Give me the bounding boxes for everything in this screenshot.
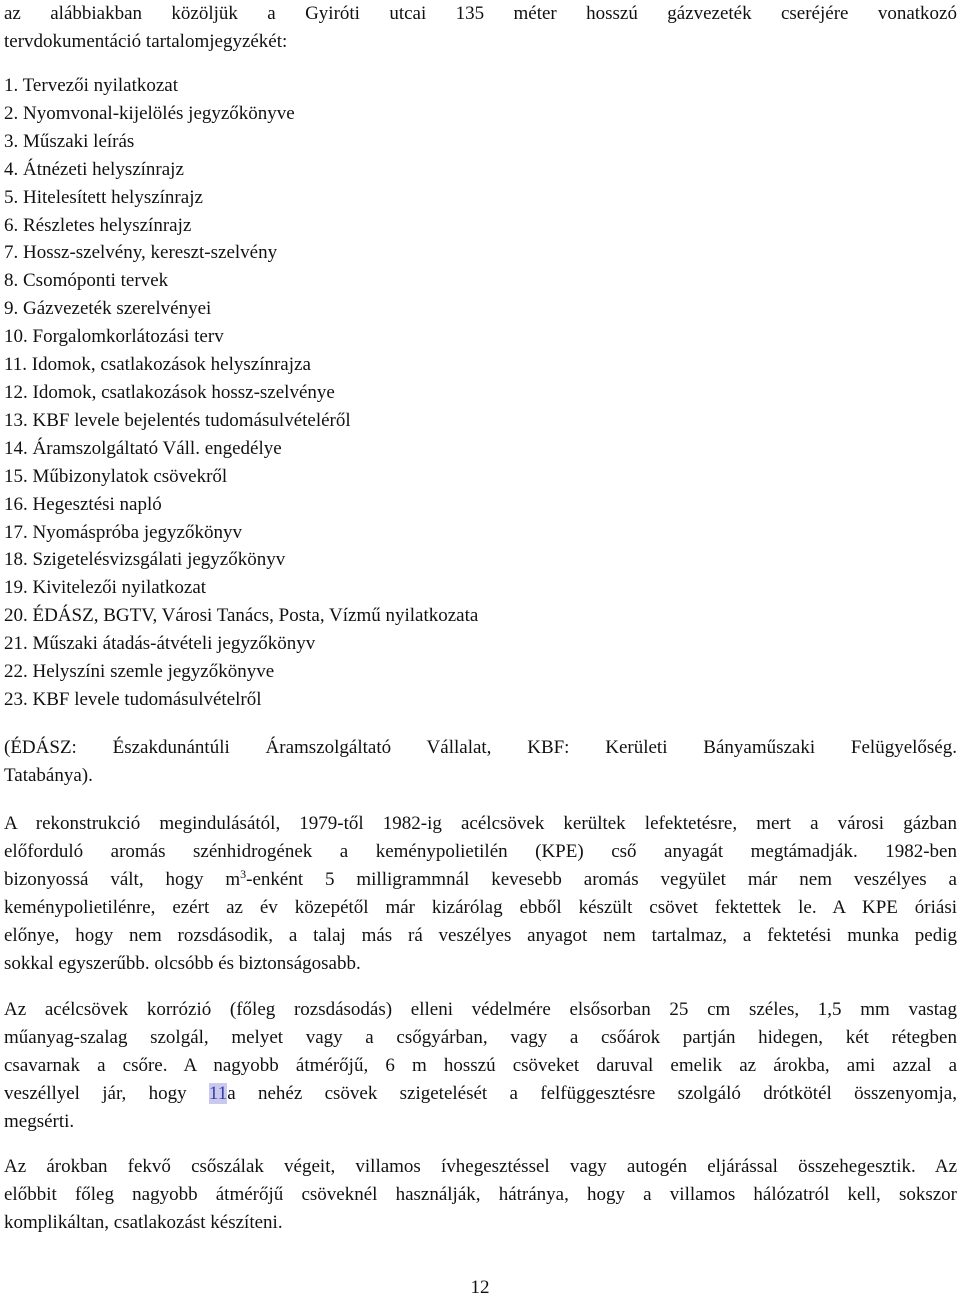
kpe-line-3	[4, 866, 957, 894]
welding-line-1: Az árokban fekvő csőszálak végeit, villamos ívhegesztéssel vagy autogén eljárással összehegesztik. Az	[4, 1156, 957, 1177]
toc-item: 20. ÉDÁSZ, BGTV, Városi Tanács, Posta, Vízmű nyilatkozata	[4, 605, 479, 627]
toc-item: 19. Kivitelezői nyilatkozat	[4, 577, 207, 599]
toc-item: 17. Nyomáspróba jegyzőkönyv	[4, 521, 242, 543]
kpe-line-3-start: bizonyossá vált, hogy m	[4, 869, 241, 890]
welding-paragraph	[4, 1153, 957, 1237]
table-of-contents	[4, 72, 478, 714]
toc-item: 16. Hegesztési napló	[4, 493, 162, 515]
kpe-line-6: sokkal egyszerűbb. olcsóbb és biztonságosabb.	[4, 953, 361, 974]
toc-item: 4. Átnézeti helyszínrajz	[4, 158, 184, 180]
page-number: 12	[470, 1277, 490, 1298]
corrosion-line-4	[4, 1080, 957, 1108]
toc-item: 1. Tervezői nyilatkozat	[4, 75, 179, 96]
toc-item: 14. Áramszolgáltató Váll. engedélye	[4, 437, 282, 459]
toc-item: 22. Helyszíni szemle jegyzőkönyve	[4, 661, 275, 683]
toc-item: 21. Műszaki átadás-átvételi jegyzőkönyv	[4, 633, 316, 655]
corrosion-line-4-end: a nehéz csövek szigetelését a felfüggesztésre szolgáló drótkötél összenyomja,	[227, 1083, 957, 1104]
corrosion-line-5: megsérti.	[4, 1111, 75, 1132]
toc-item: 18. Szigetelésvizsgálati jegyzőkönyv	[4, 549, 286, 571]
toc-item: 7. Hossz-szelvény, kereszt-szelvény	[4, 242, 278, 264]
abbreviations-line-1: (ÉDÁSZ: Északdunántúli Áramszolgáltató Vállalat, KBF: Kerületi Bányaműszaki Felügyelőség.	[4, 737, 957, 758]
intro-line-1: az alábbiakban közöljük a Gyiróti utcai 135 méter hosszú gázvezeték cseréjére vonatkozó	[4, 3, 957, 24]
corrosion-line-4-start: veszéllyel jár, hogy	[4, 1083, 209, 1104]
corrosion-line-1: Az acélcsövek korrózió (főleg rozsdásodás) elleni védelmére elsősorban 25 cm széles, 1,5 mm vastag	[4, 999, 957, 1020]
intro-line-2: tervdokumentáció tartalomjegyzékét:	[4, 31, 288, 52]
kpe-line-3-end: -enként 5 milligrammnál kevesebb aromás vegyület már nem veszélyes a	[246, 869, 957, 890]
welding-line-3: komplikáltan, csatlakozást készíteni.	[4, 1212, 283, 1233]
abbreviations-paragraph	[4, 734, 957, 790]
welding-line-2: előbbit főleg nagyobb átmérőjű csöveknél használják, hátránya, hogy a villamos hálózatról kell, sokszor	[4, 1184, 957, 1205]
intro-paragraph	[4, 0, 957, 56]
toc-item: 15. Műbizonylatok csövekről	[4, 465, 228, 487]
toc-item: 12. Idomok, csatlakozások hossz-szelvénye	[4, 381, 335, 403]
kpe-line-1: A rekonstrukció megindulásától, 1979-től 1982-ig acélcsövek kerültek lefektetésre, mert a városi gázban	[4, 813, 957, 834]
corrosion-line-2: műanyag-szalag szolgál, melyet vagy a csőgyárban, vagy a csőárok partján hidegen, két rétegben	[4, 1027, 957, 1048]
corrosion-paragraph	[4, 996, 957, 1136]
toc-item: 10. Forgalomkorlátozási terv	[4, 326, 224, 348]
kpe-line-4: keménypolietilénre, ezért az év közepétől már kizárólag ebből készült csövet fektettek le. A KPE óriási	[4, 897, 957, 918]
toc-item: 3. Műszaki leírás	[4, 130, 135, 152]
toc-item: 11. Idomok, csatlakozások helyszínrajza	[4, 354, 311, 376]
toc-item: 9. Gázvezeték szerelvényei	[4, 298, 212, 320]
toc-item: 23. KBF levele tudomásulvételről	[4, 688, 262, 710]
toc-item: 8. Csomóponti tervek	[4, 270, 169, 292]
kpe-line-2: előforduló aromás szénhidrogének a keménypolietilén (KPE) cső anyagát megtámadják. 1982-ben	[4, 841, 957, 862]
cubic-superscript: 3	[240, 867, 247, 881]
highlighted-footnote-marker: 11	[208, 1083, 228, 1104]
kpe-paragraph	[4, 810, 957, 978]
toc-item: 2. Nyomvonal-kijelölés jegyzőkönyve	[4, 102, 295, 124]
kpe-line-5: előnye, hogy nem rozsdásodik, a talaj más rá veszélyes anyagot nem tartalmaz, a fektetési munka pedig	[4, 925, 957, 946]
toc-item: 5. Hitelesített helyszínrajz	[4, 186, 203, 208]
toc-item: 6. Részletes helyszínrajz	[4, 214, 192, 236]
toc-item: 13. KBF levele bejelentés tudomásulvételéről	[4, 409, 351, 431]
corrosion-line-3: csavarnak a csőre. A nagyobb átmérőjű, 6 m hosszú csöveket daruval emelik az árokba, ami azzal a	[4, 1055, 957, 1076]
abbreviations-line-2: Tatabánya).	[4, 765, 93, 786]
